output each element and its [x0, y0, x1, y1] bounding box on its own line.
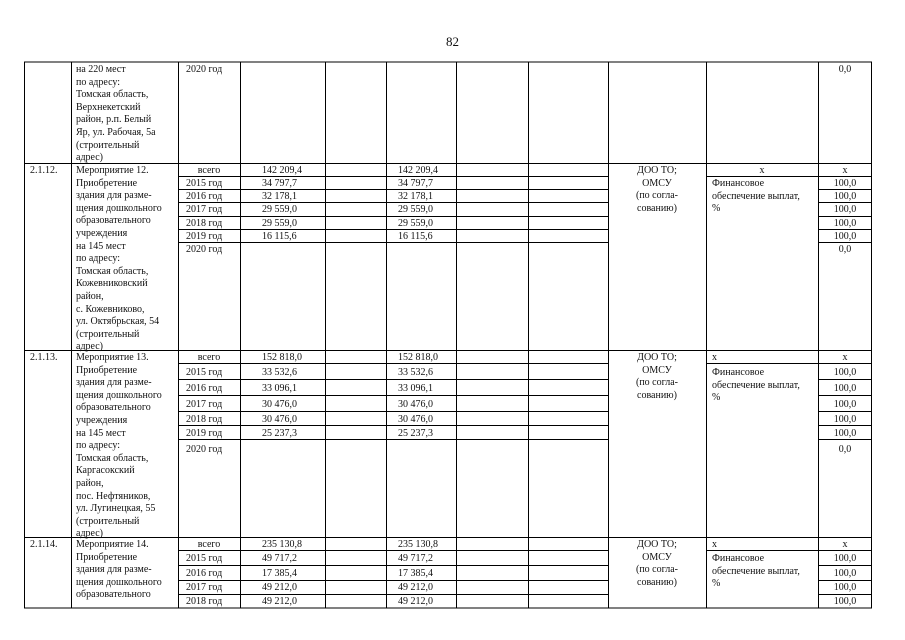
year-cell: 2017 год [186, 399, 223, 410]
description-line: учреждения [76, 227, 128, 239]
executor-line: сованию) [637, 576, 677, 588]
description-line: образовательного [76, 402, 151, 414]
description-line: Томская область, [76, 265, 149, 277]
year-cell: всего [197, 539, 221, 550]
executor-line: сованию) [637, 389, 677, 401]
total-cell: 33 096,1 [262, 383, 297, 394]
year-cell: 2018 год [186, 596, 223, 607]
executor-line: (по согла- [636, 564, 678, 576]
indicator-line: % [712, 203, 721, 215]
year-cell: 2016 год [186, 191, 223, 202]
value-cell: 100,0 [833, 178, 857, 189]
indicator-line: % [712, 392, 721, 404]
regional-cell: 49 717,2 [398, 553, 433, 564]
regional-cell: 17 385,4 [398, 568, 433, 579]
description-line: по адресу: [76, 76, 121, 88]
indicator-header: x [759, 165, 765, 176]
description-line: район, [76, 290, 104, 302]
description-line: Приобретение [76, 177, 138, 189]
description-line: Приобретение [76, 551, 138, 563]
description-line: Яр, ул. Рабочая, 5а [76, 126, 156, 138]
regional-cell: 32 178,1 [398, 191, 433, 202]
indicator-line: обеспечение выплат, [712, 190, 800, 202]
year-cell: 2019 год [186, 428, 223, 439]
indicator-line: обеспечение выплат, [712, 565, 800, 577]
value-cell: 100,0 [833, 204, 857, 215]
year-cell: всего [197, 352, 221, 363]
description-line: ул. Лугинецкая, 55 [76, 503, 156, 515]
description-line: щения дошкольного [76, 202, 162, 214]
executor-cell [608, 352, 706, 402]
value-cell: x [842, 352, 848, 363]
indicator-cell [712, 553, 818, 591]
regional-cell: 33 532,6 [398, 367, 433, 378]
description-line: Каргасокский [76, 465, 135, 477]
regional-cell: 34 797,7 [398, 178, 433, 189]
value-cell: 100,0 [833, 596, 857, 607]
description-line: (строительный [76, 515, 140, 527]
year-cell: 2019 год [186, 231, 223, 242]
indicator-header: x [712, 539, 717, 550]
regional-cell: 16 115,6 [398, 231, 433, 242]
indicator-line: Финансовое [712, 367, 765, 378]
event-description [76, 539, 178, 602]
total-cell: 29 559,0 [262, 218, 297, 229]
value-cell: 100,0 [833, 568, 857, 579]
executor-line: (по согла- [636, 377, 678, 389]
executor-line: сованию) [637, 202, 677, 214]
year-cell: 2017 год [186, 582, 223, 593]
description-line: на 220 мест [76, 64, 126, 75]
indicator-cell [712, 367, 818, 405]
total-cell: 49 212,0 [262, 596, 297, 607]
executor-line: ОМСУ [642, 364, 672, 376]
event-code: 2.1.14. [30, 539, 58, 550]
top-fragment-description [76, 64, 176, 165]
total-cell: 152 818,0 [262, 352, 302, 363]
description-line: на 145 мест [76, 240, 126, 252]
description-line: на 145 мест [76, 427, 126, 439]
description-line: Мероприятие 13. [76, 352, 149, 363]
value-cell: 100,0 [833, 582, 857, 593]
year-cell: 2015 год [186, 553, 223, 564]
total-cell: 49 717,2 [262, 553, 297, 564]
value-cell: 0,0 [838, 244, 852, 255]
value-cell: 100,0 [833, 399, 857, 410]
description-line: щения дошкольного [76, 389, 162, 401]
description-line: Кожевниковский [76, 278, 148, 290]
indicator-line: обеспечение выплат, [712, 379, 800, 391]
description-line: ул. Октябрьская, 54 [76, 316, 160, 328]
total-cell: 142 209,4 [262, 165, 302, 176]
year-cell: 2016 год [186, 568, 223, 579]
event-description [76, 352, 178, 541]
year-cell: 2016 год [186, 383, 223, 394]
executor-line: ОМСУ [642, 177, 672, 189]
page-number: 82 [446, 34, 459, 49]
description-line: Томская область, [76, 452, 149, 464]
year-cell: 2015 год [186, 178, 223, 189]
total-cell: 17 385,4 [262, 568, 297, 579]
description-line: здания для разме- [76, 377, 152, 389]
description-line: образовательного [76, 589, 151, 601]
year-cell: 2015 год [186, 367, 223, 378]
regional-cell: 152 818,0 [398, 352, 438, 363]
year-cell: 2018 год [186, 414, 223, 425]
total-cell: 30 476,0 [262, 414, 297, 425]
regional-cell: 29 559,0 [398, 218, 433, 229]
regional-cell: 33 096,1 [398, 383, 433, 394]
year-cell: 2020 год [186, 444, 223, 455]
description-line: по адресу: [76, 253, 121, 265]
regional-cell: 49 212,0 [398, 582, 433, 593]
year-cell: всего [197, 165, 221, 176]
total-cell: 16 115,6 [262, 231, 297, 242]
value-cell: 100,0 [833, 367, 857, 378]
value-cell: 100,0 [833, 218, 857, 229]
indicator-header: x [712, 352, 717, 363]
regional-cell: 142 209,4 [398, 165, 438, 176]
year-cell: 2017 год [186, 204, 223, 215]
regional-cell: 30 476,0 [398, 399, 433, 410]
value-cell: x [842, 165, 848, 176]
executor-line: ДОО ТО; [637, 165, 677, 176]
description-line: адрес) [76, 152, 103, 164]
indicator-cell [712, 178, 818, 216]
executor-line: (по согла- [636, 190, 678, 202]
total-cell: 49 212,0 [262, 582, 297, 593]
value-cell: 100,0 [833, 414, 857, 425]
description-line: пос. Нефтяников, [76, 490, 151, 502]
value-cell: x [842, 539, 848, 550]
regional-cell: 29 559,0 [398, 204, 433, 215]
executor-line: ДОО ТО; [637, 539, 677, 550]
description-line: образовательного [76, 215, 151, 227]
event-code: 2.1.13. [30, 352, 58, 363]
description-line: (строительный [76, 139, 140, 151]
value-cell: 0,0 [838, 444, 852, 455]
regional-cell: 30 476,0 [398, 414, 433, 425]
indicator-line: Финансовое [712, 553, 765, 564]
description-line: адрес) [76, 528, 103, 540]
executor-line: ОМСУ [642, 551, 672, 563]
description-line: Мероприятие 12. [76, 165, 149, 176]
value-cell: 0,0 [838, 64, 852, 75]
value-cell: 100,0 [833, 383, 857, 394]
value-cell: 100,0 [833, 231, 857, 242]
description-line: район, р.п. Белый [76, 114, 152, 126]
total-cell: 29 559,0 [262, 204, 297, 215]
description-line: Мероприятие 14. [76, 539, 149, 550]
year-cell: 2020 год [186, 244, 223, 255]
year-cell: 2018 год [186, 218, 223, 229]
total-cell: 235 130,8 [262, 539, 302, 550]
regional-cell: 49 212,0 [398, 596, 433, 607]
executor-line: ДОО ТО; [637, 352, 677, 363]
description-line: район, [76, 477, 104, 489]
total-cell: 33 532,6 [262, 367, 297, 378]
executor-cell [608, 539, 706, 589]
description-line: по адресу: [76, 440, 121, 452]
description-line: адрес) [76, 341, 103, 353]
description-line: щения дошкольного [76, 576, 162, 588]
indicator-line: % [712, 578, 721, 590]
total-cell: 32 178,1 [262, 191, 297, 202]
total-cell: 34 797,7 [262, 178, 297, 189]
value-cell: 100,0 [833, 428, 857, 439]
event-code: 2.1.12. [30, 165, 58, 176]
description-line: (строительный [76, 328, 140, 340]
year-cell: 2020 год [186, 64, 223, 75]
description-line: здания для разме- [76, 564, 152, 576]
description-line: Приобретение [76, 364, 138, 376]
total-cell: 25 237,3 [262, 428, 297, 439]
value-cell: 100,0 [833, 191, 857, 202]
description-line: Томская область, [76, 89, 149, 101]
description-line: здания для разме- [76, 190, 152, 202]
value-cell: 100,0 [833, 553, 857, 564]
regional-cell: 235 130,8 [398, 539, 438, 550]
regional-cell: 25 237,3 [398, 428, 433, 439]
description-line: Верхнекетский [76, 101, 141, 113]
description-line: с. Кожевниково, [76, 303, 145, 315]
event-description [76, 165, 178, 354]
total-cell: 30 476,0 [262, 399, 297, 410]
executor-cell [608, 165, 706, 215]
indicator-line: Финансовое [712, 178, 765, 189]
description-line: учреждения [76, 414, 128, 426]
